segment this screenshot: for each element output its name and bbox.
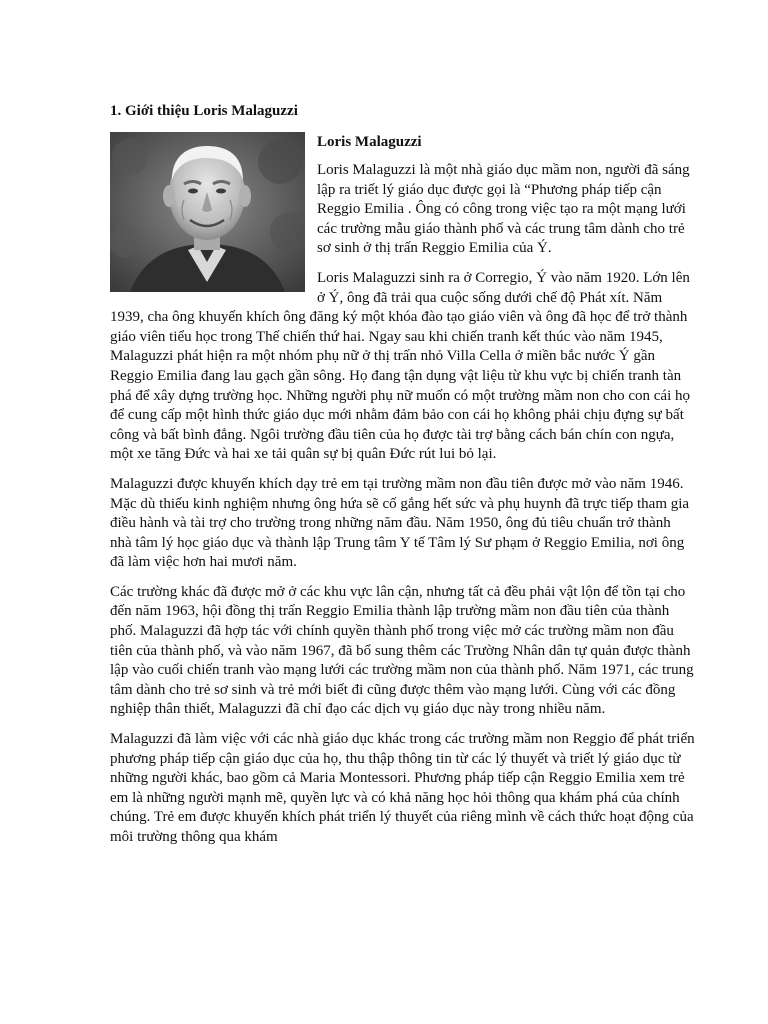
paragraph-early-life: Loris Malaguzzi sinh ra ở Corregio, Ý vào năm 1920. Lớn lên ở Ý, ông đã trải qua cuộc sống dưới chế độ Phát xít. Năm 1939, cha ông khuyến khích ông đăng ký một khóa đào tạo giáo viên và ông đã học để trở thành giáo viên tiểu học trong Thế chiến thứ hai. Ngay sau khi chiến tranh kết thúc vào năm 1945, Malaguzzi phát hiện ra một nhóm phụ nữ ở thị trấn nhỏ Villa Cella ở miền bắc nước Ý gần Reggio Emilia đang lau gạch gần sông. Họ đang tận dụng vật liệu từ khu vực bị chiến tranh tàn phá để xây dựng trường học. Những người phụ nữ muốn có một trường mầm non cho con cái họ để cung cấp một hình thức giáo dục mới nhằm đảm bảo con cái họ không phải chịu đựng sự bất công và bất bình đẳng. Ngôi trường đầu tiên của họ được tài trợ bằng cách bán chín con ngựa, một xe tăng Đức và hai xe tải quân sự bị quân Đức rút lui bỏ lại. [110, 269, 690, 463]
paragraph-first-school: Malaguzzi được khuyến khích dạy trẻ em tại trường mầm non đầu tiên được mở vào năm 1946. Mặc dù thiếu kinh nghiệm nhưng ông hứa sẽ cố gắng hết sức và phụ huynh đã trực tiếp tham gia điều hành và tài trợ cho trường trong những năm đầu. Năm 1950, ông đủ tiêu chuẩn trở thành nhà tâm lý học giáo dục và thành lập Trung tâm Y tế Tâm lý Sư phạm ở Reggio Emilia, nơi ông đã làm việc hơn hai mươi năm. [110, 475, 690, 571]
paragraph-intro: Loris Malaguzzi là một nhà giáo dục mầm non, người đã sáng lập ra triết lý giáo dục được gọi là “Phương pháp tiếp cận Reggio Emilia . Ông có công trong việc tạo ra một mạng lưới các trường mẫu giáo thành phố và các trung tâm dành cho trẻ sơ sinh ở thị trấn Reggio Emilia của Ý. [317, 162, 690, 257]
paragraph-municipal-schools: Các trường khác đã được mở ở các khu vực lân cận, nhưng tất cả đều phải vật lộn để tồn tại cho đến năm 1963, hội đồng thị trấn Reggio Emilia thành lập trường mầm non đầu tiên của thành phố. Malaguzzi đã hợp tác với chính quyền thành phố trong việc mở các trường mầm non đầu tiên của thành phố, và vào năm 1967, đã bổ sung thêm các Trường Nhân dân tự quản được thành lập vào cuối chiến tranh vào mạng lưới các trường mầm non của thành phố. Năm 1971, các trung tâm dành cho trẻ sơ sinh và trẻ mới biết đi cũng được thêm vào mạng lưới. Cùng với các đồng nghiệp thân thiết, Malaguzzi đã chỉ đạo các dịch vụ giáo dục này trong nhiều năm. [110, 583, 694, 718]
section-heading: 1. Giới thiệu Loris Malaguzzi [110, 103, 298, 119]
portrait-photo [110, 132, 305, 292]
person-name-title: Loris Malaguzzi [317, 134, 422, 150]
document-page [110, 100, 695, 858]
paragraph-reggio-approach: Malaguzzi đã làm việc với các nhà giáo dục khác trong các trường mầm non Reggio để phát triển phương pháp tiếp cận giáo dục của họ, thu thập thông tin từ các lý thuyết và triết lý giáo dục từ những người khác, bao gồm cả Maria Montessori. Phương pháp tiếp cận Reggio Emilia xem trẻ em là những người mạnh mẽ, quyền lực và có khả năng học hỏi thông qua khám phá của chính chúng. Trẻ em được khuyến khích phát triển lý thuyết của riêng mình về cách thức hoạt động của môi trường thông qua khám [110, 731, 695, 845]
